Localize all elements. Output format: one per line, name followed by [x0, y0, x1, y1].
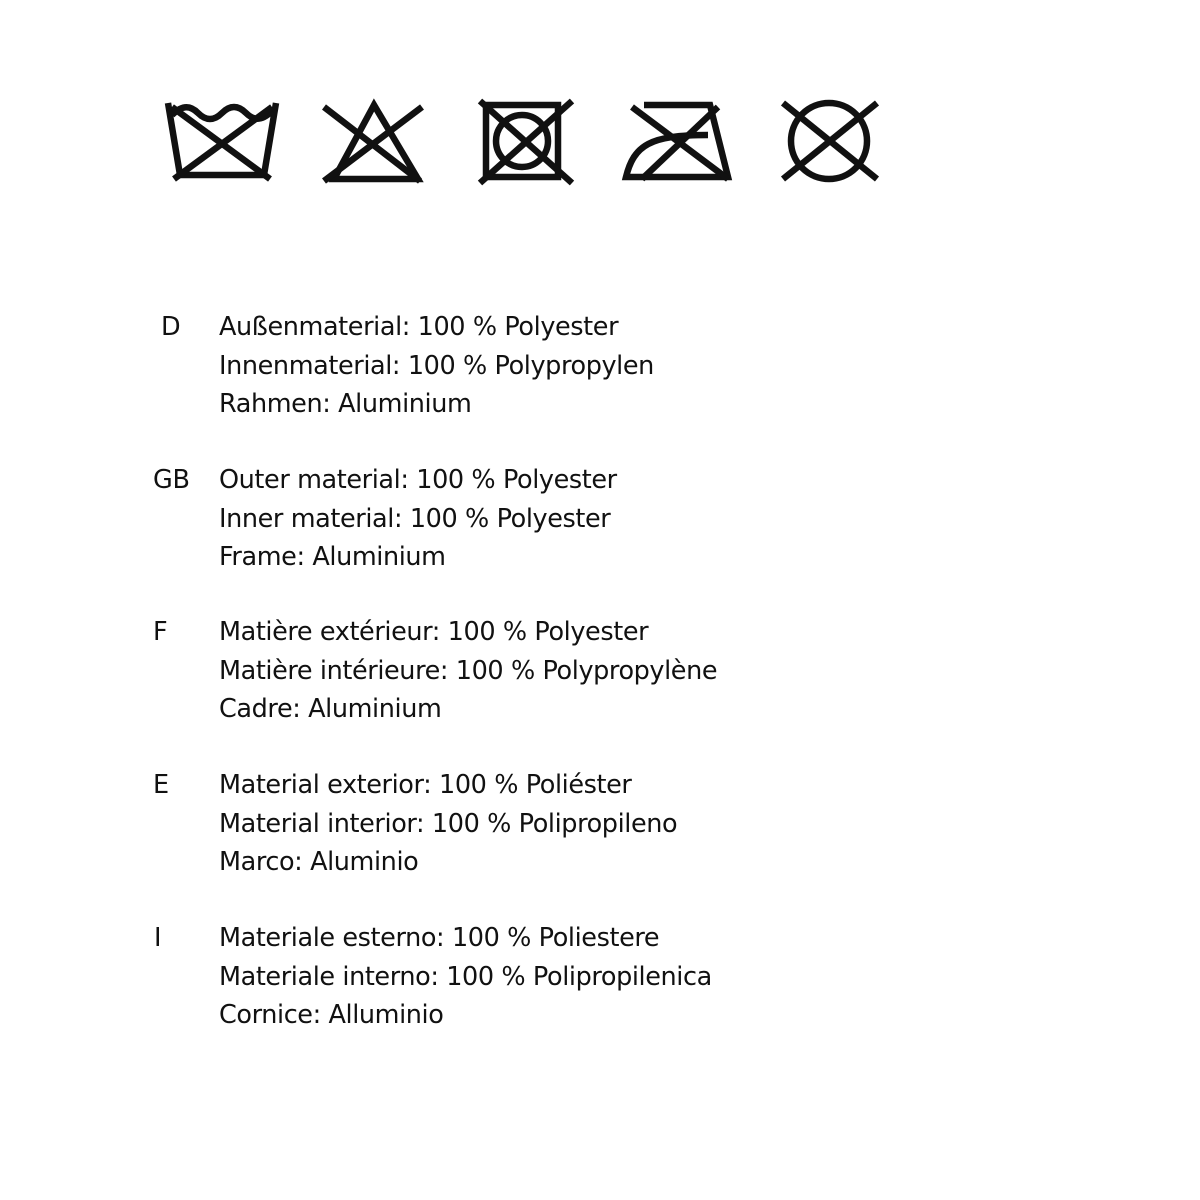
material-line-inner: Inner material: 100 % Polyester	[219, 503, 611, 534]
do-not-wash-icon	[162, 95, 282, 190]
material-lines-english	[219, 461, 1019, 577]
material-line-inner: Innenmaterial: 100 % Polypropylen	[219, 350, 654, 381]
language-code-german: D	[161, 312, 181, 342]
do-not-bleach-icon	[318, 95, 438, 190]
material-line-outer: Materiale esterno: 100 % Poliestere	[219, 923, 660, 953]
language-code-spanish: E	[153, 770, 169, 800]
material-line-outer: Outer material: 100 % Polyester	[219, 465, 617, 495]
material-lines-spanish	[219, 766, 1019, 882]
language-code-french: F	[153, 617, 168, 647]
material-line-outer: Matière extérieur: 100 % Polyester	[219, 617, 649, 647]
material-line-frame: Rahmen: Aluminium	[219, 389, 472, 419]
material-lines-german	[219, 308, 1019, 424]
language-code-english: GB	[153, 465, 190, 495]
material-line-inner: Materiale interno: 100 % Polipropilenica	[219, 961, 712, 992]
material-line-frame: Frame: Aluminium	[219, 542, 446, 572]
material-line-outer: Außenmaterial: 100 % Polyester	[219, 312, 619, 342]
do-not-dry-clean-icon	[773, 95, 893, 190]
material-line-frame: Marco: Aluminio	[219, 847, 419, 877]
do-not-iron-icon	[620, 95, 740, 190]
care-symbols-row	[0, 0, 1200, 240]
material-line-inner: Matière intérieure: 100 % Polypropylène	[219, 655, 718, 686]
material-lines-french	[219, 613, 1019, 729]
language-code-italian: I	[154, 923, 162, 953]
material-lines-italian	[219, 919, 1019, 1035]
material-line-frame: Cornice: Alluminio	[219, 1000, 444, 1030]
do-not-tumble-dry-icon	[470, 95, 590, 190]
material-line-frame: Cadre: Aluminium	[219, 694, 442, 724]
material-line-inner: Material interior: 100 % Polipropileno	[219, 808, 678, 839]
material-line-outer: Material exterior: 100 % Poliéster	[219, 770, 632, 800]
